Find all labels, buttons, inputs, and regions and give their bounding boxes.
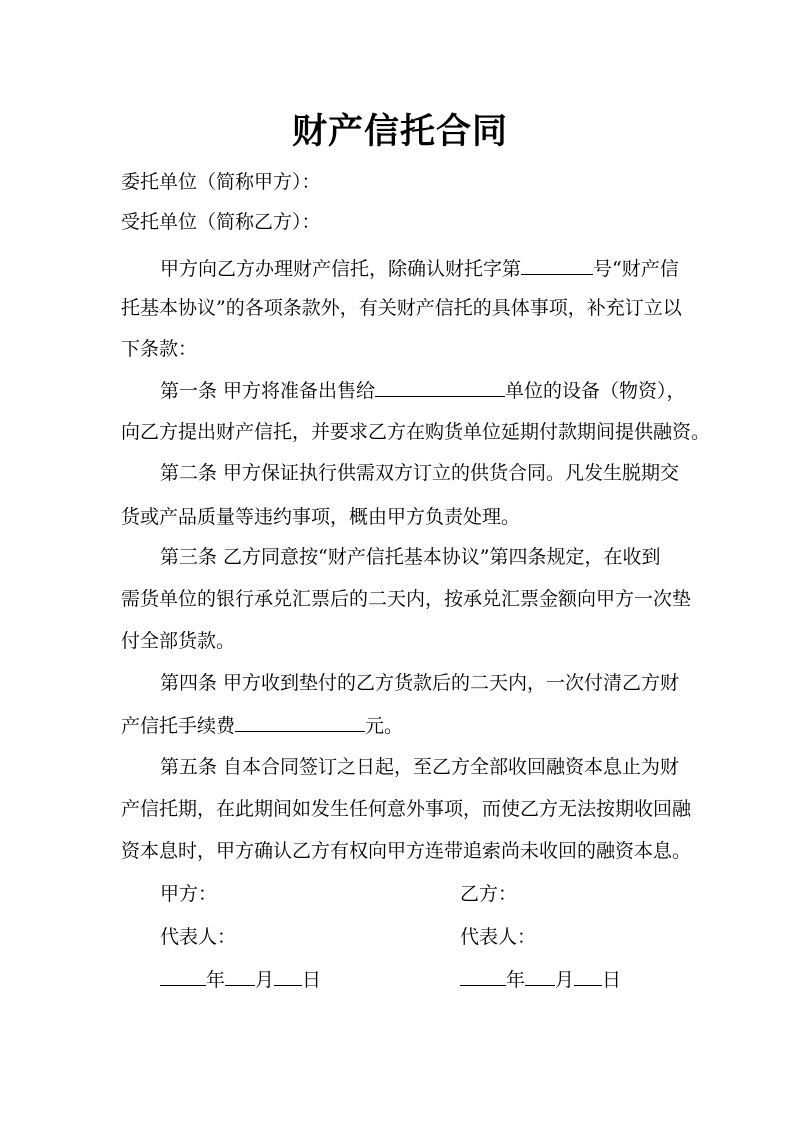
- intro-line-3: 下条款：: [121, 338, 198, 360]
- day-blank: [574, 967, 602, 986]
- party-a-representative: 代表人：: [160, 926, 237, 948]
- party-b-date: [460, 967, 621, 991]
- trust-number-blank: [521, 256, 593, 275]
- article-4-text-2a: 产信托手续费: [121, 715, 236, 737]
- article-2-line-1: 第二条 甲方保证执行供需双方订立的供货合同。凡发生脱期交: [160, 462, 680, 484]
- month-label: 月: [255, 969, 275, 991]
- trustee-line: 受托单位（简称乙方）：: [121, 211, 321, 233]
- month-blank: [225, 967, 255, 986]
- article-3-line-3: 付全部货款。: [121, 630, 236, 652]
- article-3-line-1: 第三条 乙方同意按“财产信托基本协议”第四条规定，在收到: [160, 546, 661, 568]
- article-1-line-1: [160, 378, 686, 402]
- intro-line-1: [160, 256, 679, 280]
- year-label: 年: [206, 969, 226, 991]
- article-5-line-3: 资本息时，甲方确认乙方有权向甲方连带追索尚未收回的融资本息。: [121, 840, 692, 862]
- day-label: 日: [602, 969, 622, 991]
- fee-amount-blank: [235, 713, 365, 732]
- year-blank: [160, 967, 206, 986]
- article-2-line-2: 货或产品质量等违约事项，概由甲方负责处理。: [121, 506, 521, 528]
- article-3-line-2: 需货单位的银行承兑汇票后的二天内，按承兑汇票金额向甲方一次垫: [121, 588, 692, 610]
- party-b-label: 乙方：: [460, 883, 518, 905]
- party-a-label: 甲方：: [160, 883, 218, 905]
- year-label: 年: [506, 969, 526, 991]
- article-5-line-2: 产信托期，在此期间如发生任何意外事项，而使乙方无法按期收回融: [121, 798, 692, 820]
- article-4-line-2: [121, 713, 403, 737]
- month-label: 月: [555, 969, 575, 991]
- document-title: 财产信托合同: [291, 112, 508, 152]
- article-4-line-1: 第四条 甲方收到垫付的乙方货款后的二天内，一次付清乙方财: [160, 672, 680, 694]
- intro-text-1a: 甲方向乙方办理财产信托，除确认财托字第: [160, 258, 522, 280]
- article-1-text-1b: 单位的设备（物资），: [505, 380, 686, 402]
- day-blank: [274, 967, 302, 986]
- month-blank: [525, 967, 555, 986]
- party-a-date: [160, 967, 321, 991]
- party-b-representative: 代表人：: [460, 926, 537, 948]
- article-1-text-1a: 第一条 甲方将准备出售给: [160, 380, 376, 402]
- year-blank: [460, 967, 506, 986]
- trustor-line: 委托单位（简称甲方）：: [121, 171, 321, 193]
- intro-text-1b: 号“财产信: [593, 258, 679, 280]
- buyer-unit-blank: [375, 378, 505, 397]
- day-label: 日: [302, 969, 322, 991]
- intro-line-2: 托基本协议”的各项条款外，有关财产信托的具体事项，补充订立以: [121, 297, 682, 319]
- article-4-text-2b: 元。: [365, 715, 404, 737]
- article-5-line-1: 第五条 自本合同签订之日起，至乙方全部收回融资本息止为财: [160, 756, 680, 778]
- article-1-line-2: 向乙方提出财产信托，并要求乙方在购货单位延期付款期间提供融资。: [121, 421, 711, 443]
